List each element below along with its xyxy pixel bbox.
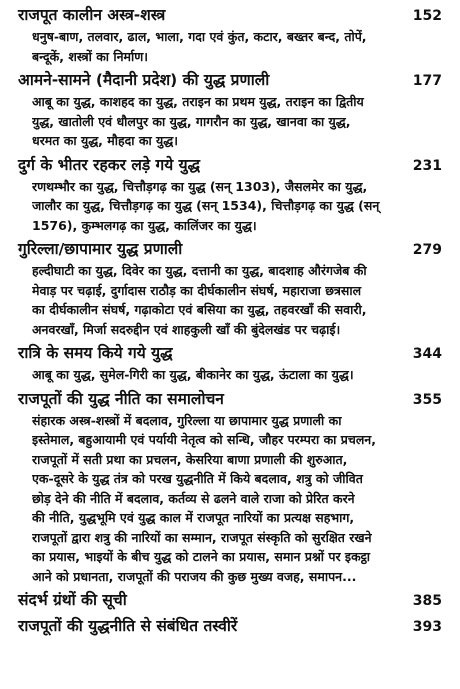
- chapter-summary-line: अनवरखाँ, मिर्जा सदरुद्दीन एवं शाहकुली खाँ की बुंदेलखंड पर चढ़ाई।: [32, 321, 341, 337]
- page-number: 385: [412, 593, 442, 609]
- chapter-summary-line: छोड़ देने की नीति में बदलाव, कर्तव्य से ढलने वाले राजा को प्रेरित करने: [32, 490, 355, 506]
- toc-entry: [18, 238, 446, 339]
- toc-entry: [18, 4, 446, 66]
- toc-entry: [18, 589, 446, 612]
- page-number: 279: [412, 242, 442, 258]
- page-number: 355: [412, 391, 442, 408]
- toc-entry: [18, 154, 446, 236]
- chapter-title: रात्रि के समय किये गये युद्ध: [18, 344, 173, 362]
- chapter-summary-line: का प्रयास, भाइयों के बीच युद्ध को टालने का प्रयास, समान प्रश्नों पर इकट्ठा: [32, 549, 371, 564]
- chapter-summary-line: राजपूतों में सती प्रथा का प्रचलन, केसरिया बाणा प्रणाली की शुरुआत,: [32, 451, 348, 467]
- chapter-summary-line: 1576), कुम्भलगढ़ का युद्ध, कालिंजर का युद्ध।: [32, 217, 257, 233]
- chapter-summary-line: आबू का युद्ध, सुमेल-गिरी का युद्ध, बीकानेर का युद्ध, ऊंटाला का युद्ध।: [32, 367, 354, 382]
- toc-entry: [18, 615, 446, 638]
- chapter-title: गुरिल्ला/छापामार युद्ध प्रणाली: [18, 240, 183, 258]
- chapter-summary-line: मेवाड़ पर चढ़ाई, दुर्गादास राठौड़ का दीर्घकालीन संघर्ष, महाराजा छत्रसाल: [32, 282, 362, 298]
- chapter-summary-line: आबू का युद्ध, काशहद का युद्ध, तराइन का प्रथम युद्ध, तराइन का द्वितीय: [32, 94, 364, 109]
- chapter-summary-line: इस्तेमाल, बहुआयामी एवं पर्यायी नेतृत्व को सन्धि, जौहर परम्परा का प्रचलन,: [32, 432, 376, 447]
- chapter-summary-line: रणथम्भौर का युद्ध, चित्तौड़गढ़ का युद्ध (सन् 1303), जैसलमेर का युद्ध,: [32, 178, 368, 194]
- toc-entry: [18, 388, 446, 587]
- chapter-summary-line: की नीति, युद्धभूमि एवं युद्ध काल में राजपूत नारियों का प्रत्यक्ष सहभाग,: [32, 510, 355, 525]
- chapter-summary-line: संहारक अस्त्र-शस्त्रों में बदलाव, गुरिल्ला या छापामार युद्ध प्रणाली का: [32, 412, 342, 428]
- page-number: 231: [412, 157, 442, 174]
- chapter-summary-line: एक-दूसरे के युद्ध तंत्र को परख युद्धनीति में किये बदलाव, शत्रु को जीवित: [32, 471, 363, 486]
- chapter-title: राजपूत कालीन अस्त्र-शस्त्र: [18, 6, 166, 24]
- chapter-summary-line: युद्ध, खातोली एवं धौलपुर का युद्ध, गागरौन का युद्ध, खानवा का युद्ध,: [32, 113, 351, 129]
- chapter-summary-line: धनुष-बाण, तलवार, ढाल, भाला, गदा एवं कुंत, कटार, बख्तर बन्द, तोपें,: [32, 29, 367, 44]
- chapter-title: दुर्ग के भीतर रहकर लड़े गये युद्ध: [18, 155, 201, 174]
- chapter-summary-line: का दीर्घकालीन संघर्ष, गढ़ाकोटा एवं बसिया का युद्ध, तहवरखाँ की सवारी,: [32, 302, 367, 317]
- chapter-summary-line: बन्दूकें, शस्त्रों का निर्माण।: [32, 48, 149, 64]
- chapter-summary-line: धरमत का युद्ध, मौहदा का युद्ध।: [32, 133, 179, 148]
- page-number: 177: [412, 73, 442, 89]
- chapter-title: आमने-सामने (मैदानी प्रदेश) की युद्ध प्रणाली: [18, 71, 270, 89]
- page-number: 344: [412, 346, 442, 362]
- chapter-summary-line: राजपूतों द्वारा शत्रु की नारियों का सम्मान, राजपूत संस्कृति को सुरक्षित रखने: [32, 529, 372, 545]
- chapter-title: राजपूतों की युद्ध नीति का समालोचन: [18, 389, 224, 408]
- toc-entry: [18, 342, 446, 385]
- page-number: 152: [412, 8, 442, 24]
- chapter-summary-line: जालौर का युद्ध, चित्तौड़गढ़ का युद्ध (सन् 1534), चित्तौड़गढ़ का युद्ध (सन्: [32, 198, 380, 213]
- toc-entry: [18, 69, 446, 151]
- chapter-summary-line: हल्दीघाटी का युद्ध, दिवेर का युद्ध, दत्तानी का युद्ध, बादशाह औरंगजेब की: [32, 263, 367, 278]
- page-number: 393: [412, 619, 442, 635]
- chapter-title: राजपूतों की युद्धनीति से संबंधित तस्वीरें: [18, 617, 238, 635]
- chapter-summary-line: आने को प्रधानता, राजपूतों की पराजय की कुछ मुख्य वजह, समापन...: [32, 568, 357, 584]
- chapter-title: संदर्भ ग्रंथों की सूची: [18, 591, 127, 609]
